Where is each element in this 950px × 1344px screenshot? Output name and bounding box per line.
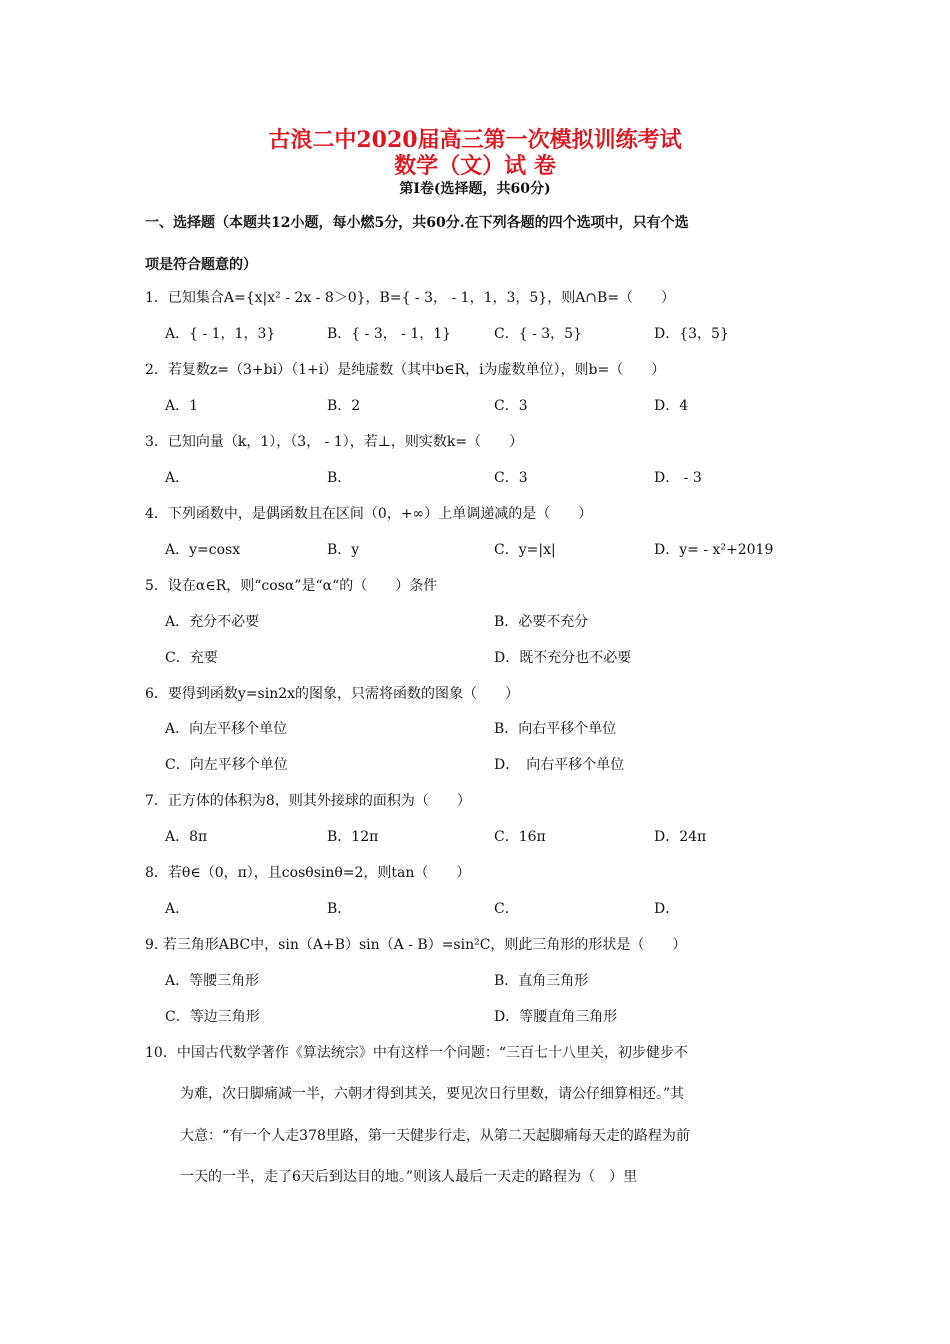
question-6-stem: 6．要得到函数y=sin2x的图象，只需将函数的图象（ ）: [145, 686, 520, 702]
question-1-option-d: D．{3，5}: [654, 326, 729, 342]
question-9-option-b: B．直角三角形: [494, 973, 589, 989]
question-6-option-b: B．向右平移个单位: [494, 721, 617, 737]
question-9-option-c: C．等边三角形: [165, 1009, 260, 1025]
question-10-line4: 一天的一半，走了6天后到达目的地。”则该人最后一天走的路程为（ ）里: [180, 1169, 638, 1185]
question-2-option-b: B．2: [327, 398, 361, 414]
question-1-stem: 1．已知集合A={x|x² - 2x - 8＞0}，B={ - 3， - 1，1，3，5}，则A∩B=（ ）: [145, 290, 676, 306]
question-10-line3: 大意：“有一个人走378里路，第一天健步行走，从第二天起脚痛每天走的路程为前: [180, 1128, 690, 1144]
question-9-option-d: D．等腰直角三角形: [494, 1009, 618, 1025]
question-2-option-a: A．1: [165, 398, 199, 414]
question-4-option-c: C．y=|x|: [494, 542, 556, 558]
question-6-option-c: C．向左平移个单位: [165, 757, 288, 773]
section-heading-line2: 项是符合题意的）: [145, 257, 257, 273]
question-3-option-a: A．: [165, 470, 190, 486]
question-3-option-c: C．3: [494, 470, 528, 486]
question-2-stem: 2．若复数z=（3+bi）（1+i）是纯虚数（其中b∈R，i为虚数单位），则b=（ ）: [145, 362, 666, 378]
question-8-option-c: C．: [494, 901, 519, 917]
question-5-option-b: B．必要不充分: [494, 614, 589, 630]
question-9-option-a: A．等腰三角形: [165, 973, 260, 989]
question-5-option-d: D．既不充分也不必要: [494, 650, 632, 666]
question-8-option-a: A．: [165, 901, 190, 917]
question-7-option-a: A．8π: [165, 829, 208, 845]
question-7-option-c: C．16π: [494, 829, 546, 845]
question-10-line1: 10．中国古代数学著作《算法统宗》中有这样一个问题：“三百七十八里关，初步健步不: [145, 1045, 688, 1061]
question-5-option-c: C．充要: [165, 650, 218, 666]
question-6-option-d: D． 向右平移个单位: [494, 757, 625, 773]
question-7-option-b: B．12π: [327, 829, 379, 845]
section-heading-line1: 一、选择题（本题共12小题，每小燃5分，共60分.在下列各题的四个选项中，只有个选: [145, 215, 689, 231]
question-3-stem: 3．已知向量（k，1），（3， - 1），若⊥，则实数k=（ ）: [145, 434, 524, 450]
question-2-option-d: D．4: [654, 398, 689, 414]
exam-title: 古浪二中2020届高三第一次模拟训练考试: [268, 127, 682, 153]
question-5-option-a: A．充分不必要: [165, 614, 260, 630]
question-5-stem: 5．设在α∈R，则“cosα”是“α“的（ ）条件: [145, 578, 438, 594]
question-4-option-d: D．y= - x²+2019: [654, 542, 774, 558]
question-1-option-b: B．{ - 3， - 1，1}: [327, 326, 452, 342]
question-3-option-d: D． - 3: [654, 470, 702, 486]
question-6-option-a: A．向左平移个单位: [165, 721, 288, 737]
question-8-option-b: B．: [327, 901, 352, 917]
question-8-stem: 8．若θ∈（0，π），且cosθsinθ=2，则tan（ ）: [145, 865, 471, 881]
exam-subject-title: 数学（文）试 卷: [394, 153, 556, 179]
question-4-stem: 4．下列函数中，是偶函数且在区间（0，+∞）上单调递减的是（ ）: [145, 506, 593, 522]
question-1-option-a: A．{ - 1，1，3}: [165, 326, 276, 342]
question-7-option-d: D．24π: [654, 829, 707, 845]
volume-heading: 第Ⅰ卷(选择题，共60分): [399, 181, 551, 197]
question-8-option-d: D．: [654, 901, 680, 917]
question-4-option-b: B．y: [327, 542, 360, 558]
question-9-stem: 9. 若三角形ABC中，sin（A+B）sin（A - B）=sin²C，则此三角形的形状是（ ）: [145, 937, 687, 953]
question-4-option-a: A．y=cosx: [165, 542, 241, 558]
question-3-option-b: B．: [327, 470, 352, 486]
question-7-stem: 7．正方体的体积为8，则其外接球的面积为（ ）: [145, 793, 471, 809]
question-10-line2: 为难，次日脚痛减一半，六朝才得到其关，要见次日行里数，请公仔细算相还。”其: [180, 1086, 685, 1102]
question-1-option-c: C．{ - 3，5}: [494, 326, 582, 342]
question-2-option-c: C．3: [494, 398, 528, 414]
